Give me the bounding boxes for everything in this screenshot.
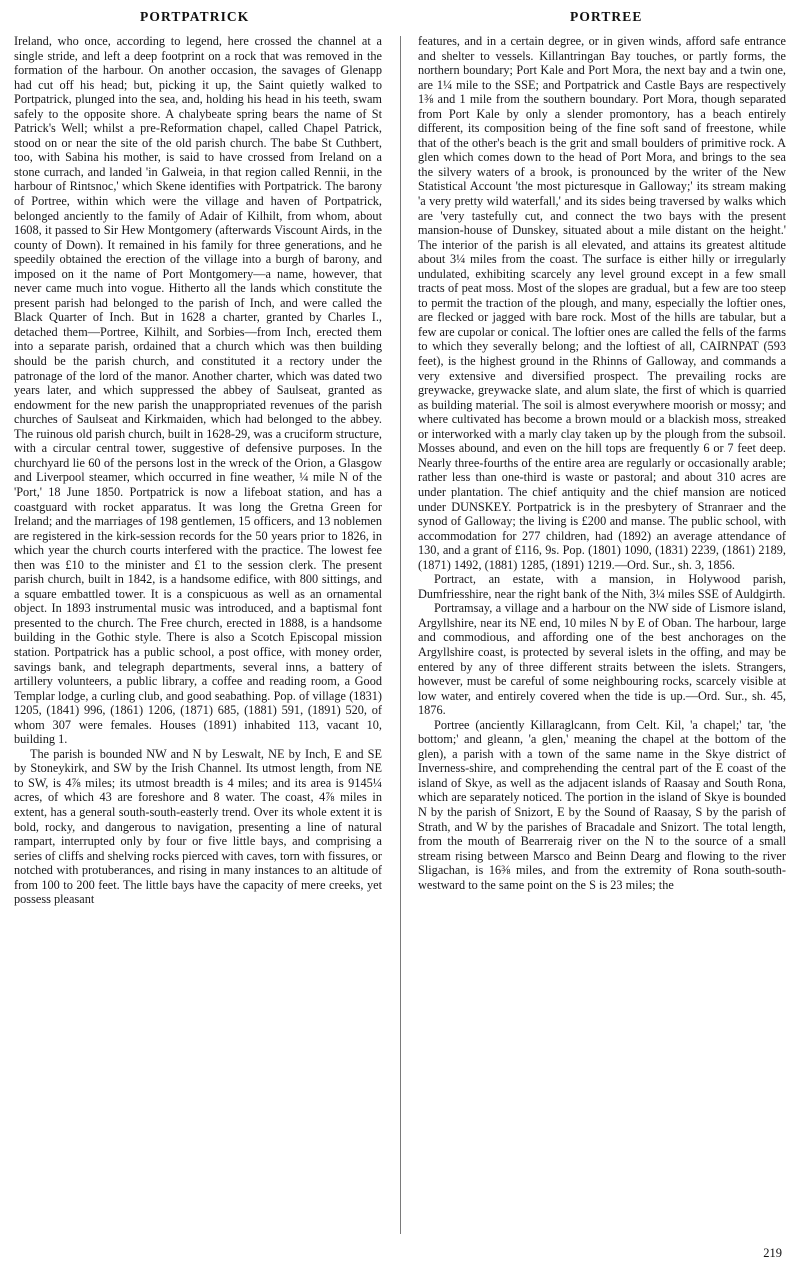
paragraph: The parish is bounded NW and N by Leswalt, NE by Inch, E and SE by Stoneykirk, and SW by the Irish Channel. Its utmost length, from NE to SW, is 4⅞ miles; its utmost breadth is 4 miles; and its area is 9145¼ acres, of which 43 are foreshore and 8 water. The coast, 4⅞ miles in extent, has a general south-south-easterly trend. Over its whole extent it is bold, rocky, and dangerous to navigation, presenting a line of natural rampart, interrupted only by four or five little bays, and comprising a series of cliffs and shelving rocks pierced with caves, torn with fissures, or notched with protuberances, and rising in many instances to an altitude of from 100 to 200 feet. The little bays have the capacity of mere creeks, yet possess pleasant: [14, 746, 382, 907]
text-columns: [14, 34, 786, 1234]
right-column: [418, 34, 786, 892]
column-divider: [400, 36, 401, 1234]
entry-portract: Portract, an estate, with a mansion, in Holywood parish, Dumfriesshire, near the right bank of the Nith, 3¼ miles SSE of Auldgirth.: [418, 572, 786, 601]
running-head-right: PORTREE: [570, 9, 643, 24]
entry-portree: Portree (anciently Killaraglcann, from Celt. Kil, 'a chapel;' tar, 'the bottom;' and gleann, 'a glen,' meaning the chapel at the bottom of the glen), a parish with a town of the same name in the Skye district of Inverness-shire, and comprehending the central part of the E coast of the island of Skye, as well as the adjacent islands of Raasay and South Rona, which are separately noticed. The portion in the island of Skye is bounded N by the parish of Snizort, E by the Sound of Raasay, S by the parish of Strath, and W by the parishes of Bracadale and Snizort. The total length, from the mouth of Bearreraig river on the N to the source of a small stream rising between Marsco and Beinn Dearg and flowing to the river Sligachan, is 16⅜ miles, and from the extremity of Rona south-south-westward to the same point on the S is 23 miles; the: [418, 717, 786, 892]
running-head-left: PORTPATRICK: [140, 9, 250, 24]
running-heads: [0, 9, 800, 27]
paragraph: Ireland, who once, according to legend, here crossed the channel at a single stride, and left a deep footprint on a rock that was removed in the formation of the harbour. On another occasion, the savages of Glenapp had cut off his head; but, picking it up, the Saint quietly walked to Portpatrick, plunged into the sea, and, holding his head in his teeth, swam safely to the opposite shore. A chalybeate spring bears the name of St Patrick's Well; whilst a pre-Reformation chapel, called Chapel Patrick, stood on or near the site of the old parish church. The babe St Cuthbert, too, with Sabina his mother, is said to have crossed from Ireland on a stone currach, and landed 'in Galweia, in that region called Rennii, in the harbour of Rintsnoc,' which Skene identifies with Portpatrick. The barony of Portree, within which were the village and haven of Portpatrick, belonged anciently to the family of Adair of Kilhilt, from whom, about 1608, it passed to Sir Hew Montgomery (afterwards Viscount Airds, in the county of Down). It remained in his family for three generations, and he speedily obtained the erection of the village into a burgh of barony, and imposed on it the name of Port Montgomery—a name, however, that never came much into vogue. Hitherto all the lands which constitute the present parish had belonged to the parish of Inch, and were called the Black Quarter of Inch. But in 1628 a charter, granted by Charles I., detached them—Portree, Kilhilt, and Sorbies—from Inch, erected them into a separate parish, ordained that a church which was then building should be the parish church, and constituted it a rectory under the patronage of the lord of the manor. Another charter, which was dated two years later, and which suppressed the abbey of Saulseat, granted as endowment for the new parish the unappropriated revenues of the parish churches of Saulseat and Kirkmaiden, which had belonged to the abbey. The ruinous old parish church, built in 1628-29, was a cruciform structure, with a circular central tower, suggestive of defensive purposes. In the churchyard lie 60 of the persons lost in the wreck of the Orion, a Glasgow and Liverpool steamer, which occurred in fine weather, ¼ mile N of the 'Port,' 18 June 1850. Portpatrick is now a lifeboat station, and has a coastguard with rocket apparatus. It was long the Gretna Green for Ireland; and the marriages of 198 gentlemen, 15 officers, and 13 noblemen are registered in the kirk-session records for the 50 years prior to 1826, in which year the church courts interfered with the practice. The lowest fee then was £10 to the minister and £1 to the session clerk. The present parish church, built in 1842, is a handsome edifice, with 800 sittings, and a square embattled tower. It is a conspicuous as well as an ornamental object. In 1893 instrumental music was introduced, and a baptismal font presented to the church. The Free church, erected in 1888, is a handsome building in the Gothic style. There is also a Scotch Episcopal mission station. Portpatrick has a public school, a post office, with money order, savings bank, and telegraph departments, several inns, a battery of artillery volunteers, a public library, a coffee and reading room, a Good Templar lodge, a curling club, and good seabathing. Pop. of village (1831) 1205, (1841) 996, (1861) 1206, (1871) 685, (1881) 591, (1891) 520, of whom 307 were females. Houses (1891) inhabited 113, vacant 10, building 1.: [14, 34, 382, 747]
paragraph: features, and in a certain degree, or in given winds, afford safe entrance and shelter to vessels. Killantringan Bay touches, or partly forms, the northern boundary; Port Kale and Port Mora, the next bay and a twin one, are 1¼ mile to the SSE; and Portpatrick and Castle Bays are respectively 1⅜ and 1 mile from the southern boundary. Port Mora, though separated from Port Kale by only a slender promontory, has a beach entirely different, its composition being of the fine soft sand of freestone, while that of the other's beach is the grit and small boulders of primitive rock. A glen which comes down to the head of Port Mora, and brings to the sea the silvery waters of a brook, is pronounced by the writer of the New Statistical Account 'the most picturesque in Galloway;' its stream making 'a very pretty wild waterfall,' and its sides being traversed by walks which are 'very tastefully cut, and connect the two bays with the present mansion-house of Dunskey, situated about a mile distant on the height.' The interior of the parish is all elevated, and attains its greatest altitude about 3¼ miles from the coast. The surface is either hilly or irregularly undulated, exhibiting scarcely any level ground except in a few small tracts of peat moss. Most of the slopes are gradual, but a few are too steep to permit the traction of the plough, and many, especially the loftier ones, are flecked or jagged with bare rock. Most of the hills are tabular, but a few are cupolar or conical. The loftier ones are called the fells of the farms to which they severally belong; and the loftiest of all, CAIRNPAT (593 feet), is the highest ground in the Rhinns of Galloway, and commands a very extensive and diversified prospect. The prevailing rocks are greywacke, greywacke slate, and alum slate, the first of which is quarried as building material. The soil is almost everywhere moorish or mossy; and where cultivated has become a brown mould or a blackish moss, streaked or interworked with a marly clay taken up by the plough from the subsoil. Mosses abound, and even on the hill tops are frequently 6 or 7 feet deep. Nearly three-fourths of the entire area are regularly or occasionally arable; rather less than one-third is waste or pastoral; and about 310 acres are under plantation. The chief antiquity and the chief mansion are noticed under DUNSKEY. Portpatrick is in the presbytery of Stranraer and the synod of Galloway; the living is £200 and manse. The public school, with accommodation for 277 children, had (1892) an average attendance of 130, and a grant of £116, 9s. Pop. (1801) 1090, (1831) 2239, (1861) 2189, (1871) 1492, (1881) 1285, (1891) 1219.—Ord. Sur., sh. 3, 1856.: [418, 34, 786, 572]
left-column: [14, 34, 382, 907]
entry-portramsay: Portramsay, a village and a harbour on the NW side of Lismore island, Argyllshire, near its NE end, 10 miles N by E of Oban. The harbour, large and commodious, and affording one of the best anchorages on the Argyllshire coast, is protected by several islets in the offing, and may be entered by any of three different straits between the islets. Strangers, however, must be careful of some neighbouring rocks, scarcely visible at low water, and entirely covered when the tide is up.—Ord. Sur., sh. 45, 1876.: [418, 601, 786, 718]
page-number: 219: [763, 1246, 782, 1260]
